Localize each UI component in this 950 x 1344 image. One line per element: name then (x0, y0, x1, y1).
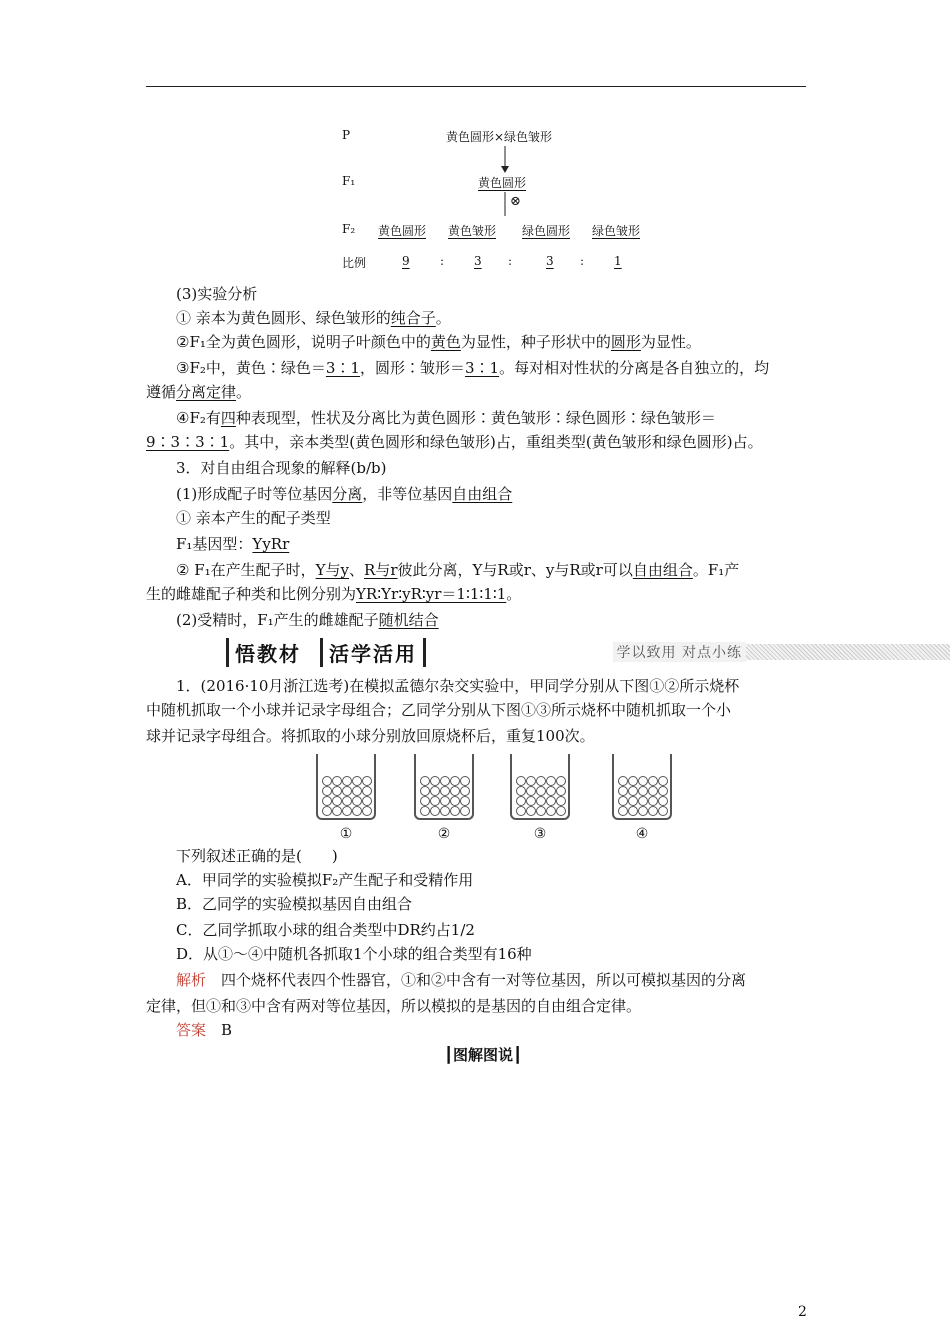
ratio-colon: : (440, 254, 445, 268)
banner-right: 活学活用 (320, 638, 426, 667)
explain-line: ① 亲本产生的配子类型 (176, 509, 331, 527)
answer-label: 答案 (176, 1021, 207, 1039)
ball-icon (352, 806, 362, 816)
explain-line: (2)受精时，F₁产生的雌雄配子随机结合 (176, 611, 439, 629)
analysis-text: 解析 四个烧杯代表四个性器官，①和②中含有一对等位基因，所以可模拟基因的分离 (176, 971, 747, 989)
answer: 答案 B (176, 1021, 233, 1039)
ratio-value: 9 (402, 254, 410, 268)
ball-icon (420, 806, 430, 816)
ball-icon (658, 776, 668, 786)
ball-icon (638, 806, 648, 816)
ball-icon (536, 786, 546, 796)
ball-icon (450, 776, 460, 786)
option-d: D．从①～④中随机各抓取1个小球的组合类型有16种 (176, 945, 532, 963)
ball-icon (628, 776, 638, 786)
p-cross: 黄色圆形×绿色皱形 (446, 130, 553, 144)
beaker: ① (316, 754, 376, 820)
ball-icon (460, 796, 470, 806)
ball-icon (420, 796, 430, 806)
f2-phenotype: 黄色皱形 (448, 224, 497, 238)
ball-icon (556, 806, 566, 816)
ball-icon (658, 796, 668, 806)
banner-left: 悟教材 (226, 638, 301, 667)
ball-icon (546, 776, 556, 786)
f2-label: F₂ (342, 222, 356, 236)
ball-icon (420, 776, 430, 786)
ball-icon (362, 806, 372, 816)
ball-icon (430, 786, 440, 796)
ball-icon (342, 786, 352, 796)
ball-icon (618, 786, 628, 796)
ball-icon (332, 786, 342, 796)
ball-icon (556, 786, 566, 796)
analysis-line: ③F₂中，黄色∶绿色＝3∶1，圆形∶皱形＝3∶1。每对相对性状的分离是各自独立的，均 (176, 359, 770, 377)
question-stem: 下列叙述正确的是( ) (176, 847, 338, 865)
explain-line: 生的雌雄配子种类和比例分别为YR∶Yr∶yR∶yr＝1∶1∶1∶1。 (146, 585, 522, 603)
f1-phenotype: 黄色圆形 (478, 176, 527, 190)
ball-icon (450, 806, 460, 816)
ball-icon (516, 806, 526, 816)
ball-icon (362, 776, 372, 786)
ball-icon (556, 796, 566, 806)
ball-icon (658, 806, 668, 816)
analysis-line: ① 亲本为黄色圆形、绿色皱形的纯合子。 (176, 309, 451, 327)
ball-icon (618, 796, 628, 806)
ball-icon (526, 776, 536, 786)
beaker-figure (312, 754, 662, 840)
figure-section-title: ┃图解图说┃ (444, 1046, 523, 1064)
question-text: 球并记录字母组合。将抓取的小球分别放回原烧杯后，重复100次。 (146, 727, 595, 745)
ball-icon (536, 806, 546, 816)
beaker: ③ (510, 754, 570, 820)
banner-tag: 学以致用 对点小练 (613, 642, 746, 662)
ball-icon (658, 786, 668, 796)
ball-icon (332, 806, 342, 816)
ball-icon (440, 786, 450, 796)
ball-icon (460, 786, 470, 796)
ball-icon (536, 796, 546, 806)
ball-icon (332, 796, 342, 806)
selfing-icon: ⊗ (510, 194, 521, 209)
ball-icon (638, 796, 648, 806)
ball-icon (332, 776, 342, 786)
ball-icon (648, 776, 658, 786)
ball-icon (638, 786, 648, 796)
option-b: B．乙同学的实验模拟基因自由组合 (176, 895, 413, 913)
f2-phenotype: 绿色皱形 (592, 224, 641, 238)
ratio-label: 比例 (342, 256, 367, 270)
ball-icon (638, 776, 648, 786)
analysis-line: ④F₂有四种表现型，性状及分离比为黄色圆形∶黄色皱形∶绿色圆形∶绿色皱形＝ (176, 409, 716, 427)
ball-icon (526, 806, 536, 816)
ball-icon (322, 806, 332, 816)
question-text: 中随机抓取一个小球并记录字母组合；乙同学分别从下图①③所示烧杯中随机抓取一个小 (146, 701, 732, 719)
header-rule (146, 86, 806, 87)
ball-icon (526, 796, 536, 806)
ball-icon (526, 786, 536, 796)
ball-icon (352, 786, 362, 796)
ball-icon (342, 796, 352, 806)
explain-line: ② F₁在产生配子时，Y与y、R与r彼此分离，Y与R或r、y与R或r可以自由组合。F₁产 (176, 561, 740, 579)
ball-icon (322, 786, 332, 796)
ball-icon (516, 786, 526, 796)
explain-line: (1)形成配子时等位基因分离，非等位基因自由组合 (176, 485, 513, 503)
arrow-down-icon (498, 146, 512, 174)
ball-icon (628, 786, 638, 796)
ball-icon (322, 796, 332, 806)
ball-icon (546, 786, 556, 796)
ball-icon (430, 806, 440, 816)
ball-icon (362, 796, 372, 806)
ball-icon (648, 806, 658, 816)
ball-icon (450, 786, 460, 796)
ball-icon (460, 806, 470, 816)
analysis-line: 9∶3∶3∶1。其中，亲本类型(黄色圆形和绿色皱形)占，重组类型(黄色皱形和绿色圆形)占。 (146, 433, 763, 451)
explain-line: F₁基因型：YyRr (176, 535, 290, 553)
ball-icon (440, 776, 450, 786)
ball-icon (352, 796, 362, 806)
explain-heading: 3．对自由组合现象的解释(b/b) (176, 459, 387, 477)
option-a: A．甲同学的实验模拟F₂产生配子和受精作用 (176, 871, 474, 889)
ball-icon (546, 796, 556, 806)
ratio-value: 1 (614, 254, 622, 268)
ball-icon (556, 776, 566, 786)
analysis-text: 定律，但①和③中含有两对等位基因，所以模拟的是基因的自由组合定律。 (146, 997, 642, 1015)
f2-phenotype: 绿色圆形 (522, 224, 571, 238)
ball-icon (342, 776, 352, 786)
ratio-value: 3 (474, 254, 482, 268)
ball-icon (628, 806, 638, 816)
option-c: C．乙同学抓取小球的组合类型中DR约占1/2 (176, 921, 475, 939)
ball-icon (440, 796, 450, 806)
ball-icon (362, 786, 372, 796)
section-banner (222, 638, 766, 664)
ball-icon (648, 786, 658, 796)
beaker: ② (414, 754, 474, 820)
ball-icon (460, 776, 470, 786)
ball-icon (322, 776, 332, 786)
ball-icon (628, 796, 638, 806)
ball-icon (618, 776, 628, 786)
ball-icon (536, 776, 546, 786)
ball-icon (516, 796, 526, 806)
ball-icon (352, 776, 362, 786)
f2-phenotype: 黄色圆形 (378, 224, 427, 238)
ratio-colon: : (580, 254, 585, 268)
analysis-label: 解析 (176, 971, 207, 989)
ball-icon (430, 776, 440, 786)
ball-icon (450, 796, 460, 806)
ball-icon (430, 796, 440, 806)
analysis-line: ②F₁全为黄色圆形，说明子叶颜色中的黄色为显性，种子形状中的圆形为显性。 (176, 333, 701, 351)
ball-icon (648, 796, 658, 806)
ratio-colon: : (508, 254, 513, 268)
p-label: P (342, 128, 351, 142)
ball-icon (546, 806, 556, 816)
analysis-line: 遵循分离定律。 (146, 383, 252, 401)
ball-icon (342, 806, 352, 816)
ball-icon (516, 776, 526, 786)
ratio-value: 3 (546, 254, 554, 268)
analysis-heading: (3)实验分析 (176, 285, 258, 303)
f1-label: F₁ (342, 174, 356, 188)
question-text: 1．(2016·10月浙江选考)在模拟孟德尔杂交实验中，甲同学分别从下图①②所示烧杯 (176, 677, 740, 695)
ball-icon (420, 786, 430, 796)
beaker: ④ (612, 754, 672, 820)
page-number: 2 (798, 1304, 807, 1320)
ball-icon (618, 806, 628, 816)
ball-icon (440, 806, 450, 816)
